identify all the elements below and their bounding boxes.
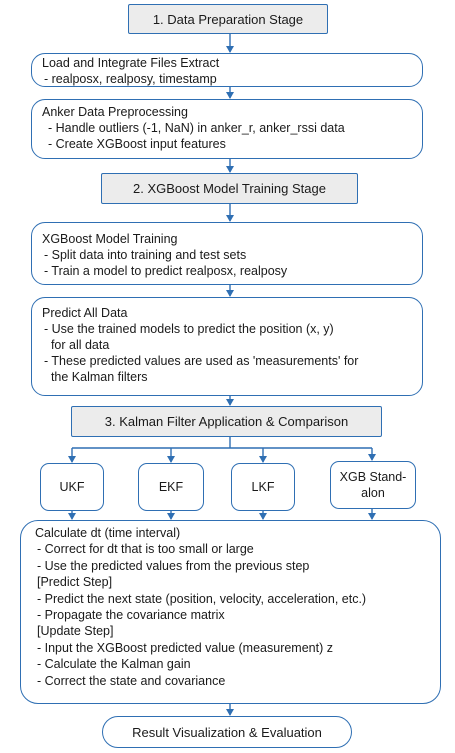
calculate-dt-line-4: - Predict the next state (position, velocity, acceleration, etc.) [37, 591, 367, 606]
calculate-dt-box [20, 520, 441, 704]
xgboost-training-box [31, 222, 423, 285]
xgboost-training-line-1: - Split data into training and test sets [44, 248, 247, 262]
result-box [102, 716, 352, 748]
predict-all-box [31, 297, 423, 396]
calculate-dt-line-6: [Update Step] [37, 624, 114, 639]
predict-all-line-3: - These predicted values are used as 'measurements' for [44, 354, 359, 368]
calculate-dt-title: Calculate dt (time interval) [35, 526, 181, 540]
predict-all-line-2: for all data [44, 338, 110, 352]
stage-2-box [101, 173, 358, 204]
stage-3-label: 3. Kalman Filter Application & Comparison [104, 414, 349, 429]
ukf-box [40, 463, 104, 511]
ukf-label: UKF [59, 480, 85, 494]
xgb-standalone-box [330, 461, 416, 509]
load-integrate-box [31, 53, 423, 87]
calculate-dt-line-3: [Predict Step] [37, 575, 113, 590]
stage-2-label: 2. XGBoost Model Training Stage [133, 181, 326, 196]
calculate-dt-line-5: - Propagate the covariance matrix [37, 608, 225, 623]
xgb-standalone-label-2: alon [361, 486, 385, 500]
calculate-dt-line-8: - Calculate the Kalman gain [37, 657, 191, 672]
stage-3-box [71, 406, 382, 437]
anker-preprocessing-box [31, 99, 423, 159]
ekf-box [138, 463, 204, 511]
predict-all-line-1: - Use the trained models to predict the position (x, y) [44, 322, 334, 336]
calculate-dt-line-9: - Correct the state and covariance [37, 673, 226, 688]
anker-preprocessing-line-1: - Handle outliers (-1, NaN) in anker_r, anker_rssi data [48, 121, 345, 135]
calculate-dt-line-7: - Input the XGBoost predicted value (measurement) z [37, 640, 333, 655]
predict-all-line-4: the Kalman filters [44, 370, 148, 384]
xgboost-training-line-2: - Train a model to predict realposx, realposy [44, 264, 288, 278]
xgboost-training-title: XGBoost Model Training [42, 232, 178, 246]
anker-preprocessing-title: Anker Data Preprocessing [42, 105, 188, 119]
calculate-dt-line-2: - Use the predicted values from the previous step [37, 558, 310, 573]
anker-preprocessing-line-2: - Create XGBoost input features [48, 137, 226, 151]
result-label: Result Visualization & Evaluation [132, 724, 322, 740]
lkf-box [231, 463, 295, 511]
load-integrate-line-1: - realposx, realposy, timestamp [44, 72, 217, 86]
ekf-label: EKF [158, 480, 184, 494]
calculate-dt-line-1: - Correct for dt that is too small or large [37, 542, 254, 557]
stage-1-box [128, 4, 328, 34]
predict-all-title: Predict All Data [42, 306, 128, 320]
load-integrate-title: Load and Integrate Files Extract [42, 56, 220, 70]
lkf-label: LKF [251, 480, 275, 494]
stage-1-label: 1. Data Preparation Stage [152, 11, 304, 27]
xgb-standalone-label-1: XGB Stand- [339, 470, 407, 484]
